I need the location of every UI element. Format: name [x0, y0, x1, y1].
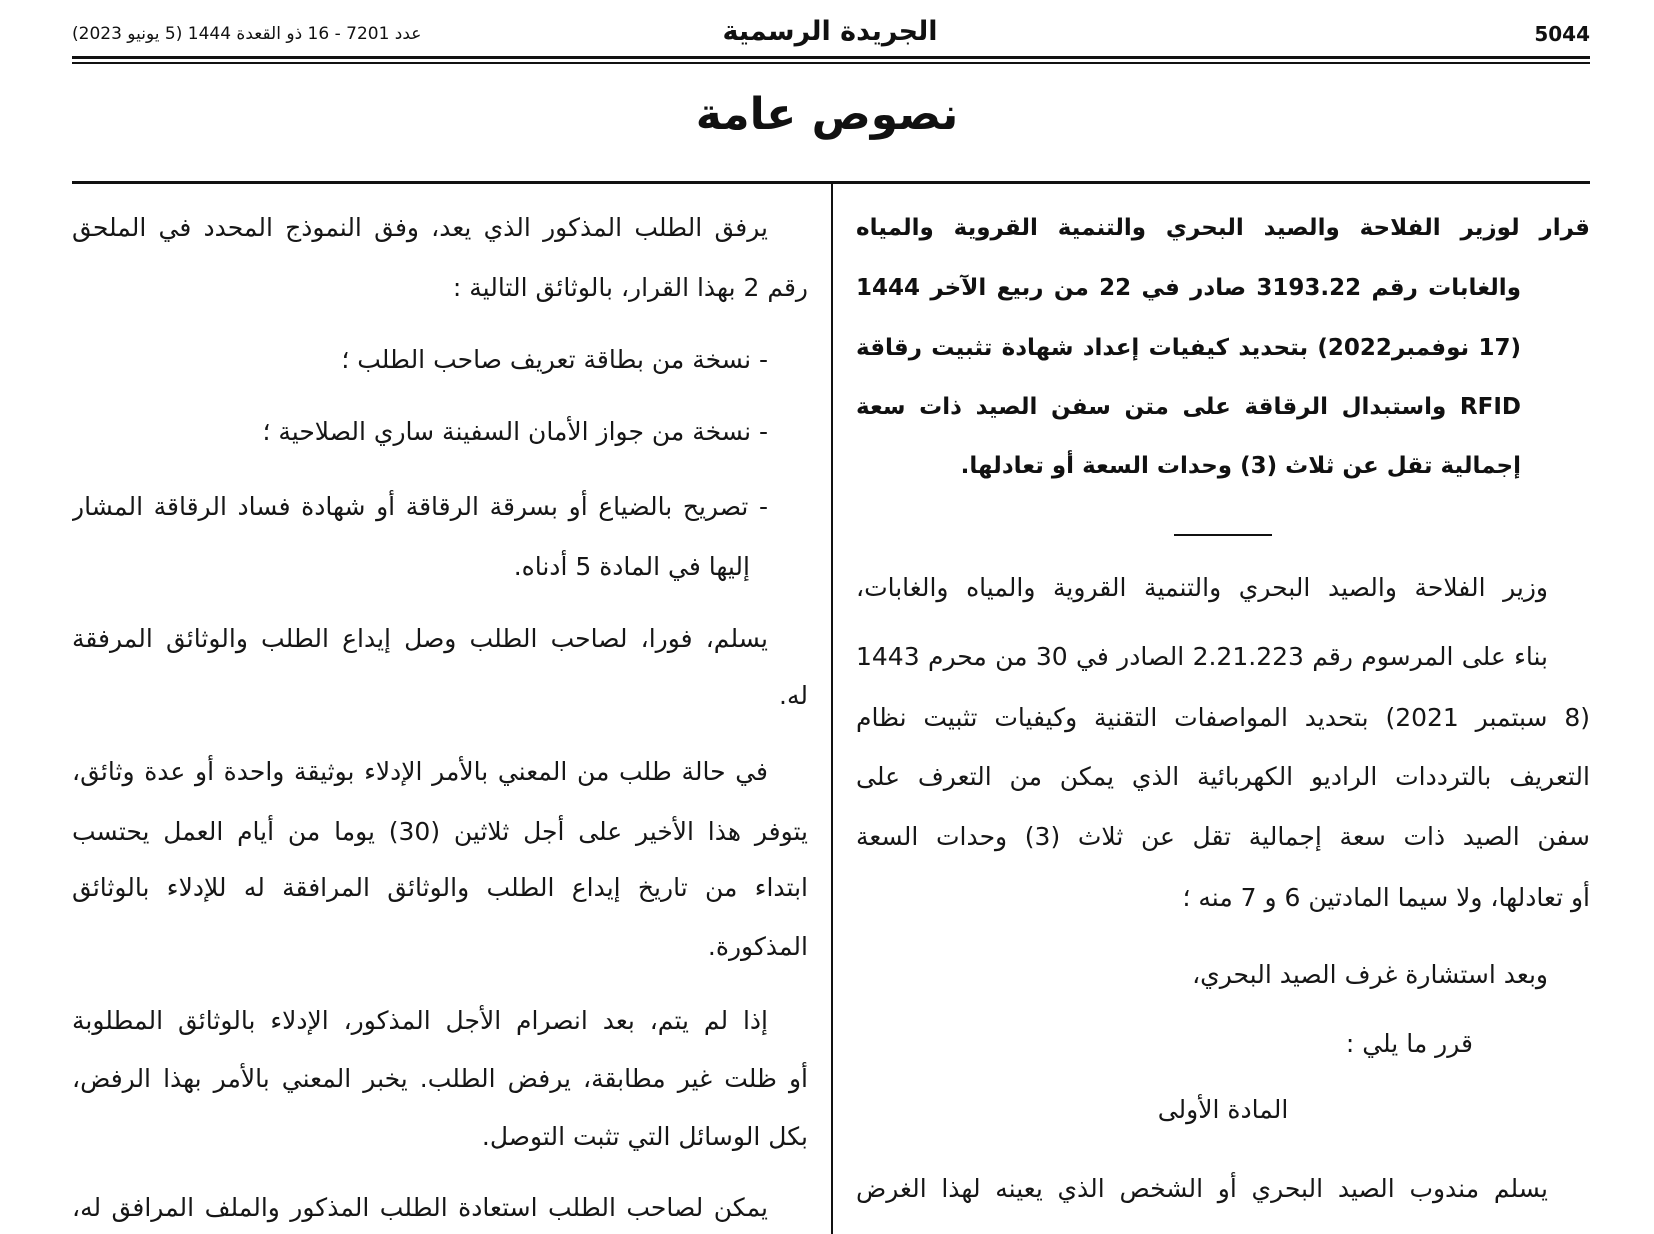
basis-line: أو تعادلها، ولا سيما المادتين 6 و 7 منه ؛: [1182, 883, 1590, 912]
basis-line: (8 سبتمبر 2021) بتحديد المواصفات التقنية وكيفيات تثبيت نظام: [856, 703, 1590, 732]
basis-line: بناء على المرسوم رقم 2.21.223 الصادر في 30 من محرم 1443: [856, 642, 1548, 671]
receipt-line: يسلم، فورا، لصاحب الطلب وصل إيداع الطلب والوثائق المرفقة: [72, 624, 768, 653]
decree-title-line: RFID واستبدال الرقاقة على متن سفن الصيد ذات سعة: [856, 394, 1521, 420]
header-rule-thin: [72, 62, 1590, 64]
receipt-line: له.: [779, 681, 808, 710]
section-title: نصوص عامة: [695, 89, 959, 140]
header-rule-thick: [72, 56, 1590, 59]
document-item: - نسخة من بطاقة تعريف صاحب الطلب ؛: [341, 345, 768, 374]
column-divider: [831, 182, 833, 1234]
missing-docs-line: يتوفر هذا الأخير على أجل ثلاثين (30) يوما من أيام العمل يحتسب: [72, 817, 808, 846]
basis-line: سفن الصيد ذات سعة إجمالية تقل عن ثلاث (3) وحدات السعة: [856, 822, 1590, 851]
journal-title: الجريدة الرسمية: [722, 16, 938, 47]
consultation-line: وبعد استشارة غرف الصيد البحري،: [1192, 960, 1548, 989]
issue-info: عدد 7201 - 16 ذو القعدة 1444 (5 يونيو 2023): [72, 24, 422, 44]
title-separator-rule: [1174, 534, 1272, 536]
decree-title-line: والغابات رقم 3193.22 صادر في 22 من ربيع الآخر 1444: [856, 275, 1521, 301]
intro-line: يرفق الطلب المذكور الذي يعد، وفق النموذج المحدد في الملحق: [72, 213, 768, 242]
withdrawal-line: يمكن لصاحب الطلب استعادة الطلب المذكور والملف المرافق له،: [72, 1193, 768, 1222]
decree-title-line: قرار لوزير الفلاحة والصيد البحري والتنمية القروية والمياه: [856, 215, 1590, 241]
document-item-continuation: إليها في المادة 5 أدناه.: [513, 552, 750, 581]
decides-line: قرر ما يلي :: [1345, 1029, 1473, 1058]
document-item: - تصريح بالضياع أو بسرقة الرقاقة أو شهادة فساد الرقاقة المشار: [72, 492, 768, 521]
document-item: - نسخة من جواز الأمان السفينة ساري الصلاحية ؛: [262, 417, 768, 446]
rejection-line: أو ظلت غير مطابقة، يرفض الطلب. يخبر المعني بالأمر بهذا الرفض،: [72, 1064, 808, 1093]
missing-docs-line: في حالة طلب من المعني بالأمر الإدلاء بوثيقة واحدة أو عدة وثائق،: [72, 757, 768, 786]
rejection-line: إذا لم يتم، بعد انصرام الأجل المذكور، الإدلاء بالوثائق المطلوبة: [72, 1006, 768, 1035]
decree-title-line: (17 نوفمبر2022) بتحديد كيفيات إعداد شهادة تثبيت رقاقة: [856, 335, 1521, 361]
intro-line: رقم 2 بهذا القرار، بالوثائق التالية :: [452, 273, 808, 302]
missing-docs-line: ابتداء من تاريخ إيداع الطلب والوثائق المرافقة له للإدلاء بالوثائق: [72, 873, 808, 902]
basis-line: التعريف بالترددات الراديو الكهربائية الذي يمكن من التعرف على: [856, 762, 1590, 791]
article-text-line: يسلم مندوب الصيد البحري أو الشخص الذي يعينه لهذا الغرض: [856, 1174, 1548, 1203]
article-heading: المادة الأولى: [1157, 1095, 1289, 1124]
decree-title-line: إجمالية تقل عن ثلاث (3) وحدات السعة أو تعادلها.: [960, 453, 1521, 479]
minister-line: وزير الفلاحة والصيد البحري والتنمية القروية والمياه والغابات،: [856, 573, 1548, 602]
page-number: 5044: [1534, 22, 1590, 46]
missing-docs-line: المذكورة.: [707, 932, 808, 961]
rejection-line: بكل الوسائل التي تثبت التوصل.: [481, 1122, 808, 1151]
